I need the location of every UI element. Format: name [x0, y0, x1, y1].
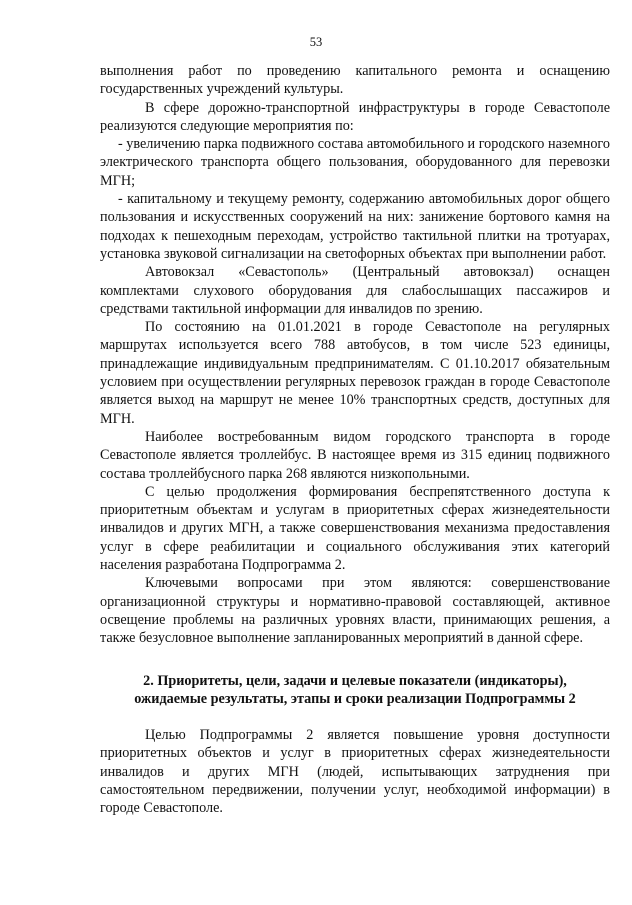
- paragraph: В сфере дорожно-транспортной инфраструктуры в городе Севастополе реализуются следующие мероприятия по:: [100, 99, 610, 134]
- section-heading: [100, 672, 610, 709]
- section-heading-line: ожидаемые результаты, этапы и сроки реализации Подпрограммы 2: [134, 690, 576, 707]
- paragraph: Автовокзал «Севастополь» (Центральный автовокзал) оснащен комплектами слухового оборудования для слабослышащих пассажиров и средствами тактильной информации для инвалидов по зрению.: [100, 264, 610, 317]
- paragraph: Ключевыми вопросами при этом являются: совершенствование организационной структуры и нормативно-правовой составляющей, активное освещение проблемы на различных уровнях власти, принимающих решения, а также безусловное выполнение запланированных мероприятий в данной сфере.: [100, 575, 610, 647]
- paragraph: Целью Подпрограммы 2 является повышение уровня доступности приоритетных объектов и услуг в приоритетных сферах жизнедеятельности инвалидов и других МГН (людей, испытывающих затруднения при самостоятельном передвижении, получении услуг, необходимой информации) в городе Севастополе.: [100, 727, 610, 817]
- page-number: 53: [309, 35, 323, 49]
- paragraph: С целью продолжения формирования беспрепятственного доступа к приоритетным объектам и услугам в приоритетных сферах жизнедеятельности инвалидов и других МГН, а также совершенствования механизма предоставления услуг в сфере реабилитации и социального обслуживания этих категорий населения разработана Подпрограмма 2.: [100, 483, 610, 574]
- section-heading-line: 2. Приоритеты, цели, задачи и целевые показатели (индикаторы),: [143, 672, 567, 689]
- list-item: - капитальному и текущему ремонту, содержанию автомобильных дорог общего пользования и искусственных сооружений на них: занижение бортового камня на подходах к пешеходным переходам, устройство тактильной плитки на тротуарах, установка звуковой сигнализации на светофорных объектах при выполнении работ.: [100, 191, 610, 262]
- list-item: - увеличению парка подвижного состава автомобильного и городского наземного электрического транспорта общего пользования, оборудованного для перевозки МГН;: [100, 136, 610, 189]
- paragraph: По состоянию на 01.01.2021 в городе Севастополе на регулярных маршрутах используется всего 788 автобусов, в том числе 523 единицы, принадлежащие индивидуальным предпринимателям. С 01.10.2017 обязательным условием при осуществлении регулярных перевозок граждан в городе Севастополе является выход на маршрут не менее 10% транспортных средств, доступных для МГН.: [100, 319, 610, 427]
- paragraph: Наиболее востребованным видом городского транспорта в городе Севастополе является троллейбус. В настоящее время из 315 единиц подвижного состава троллейбусного парка 268 являются низкопольными.: [100, 428, 610, 482]
- paragraph-continuation: выполнения работ по проведению капитального ремонта и оснащению государственных учреждений культуры.: [100, 63, 610, 98]
- document-body: [100, 62, 610, 818]
